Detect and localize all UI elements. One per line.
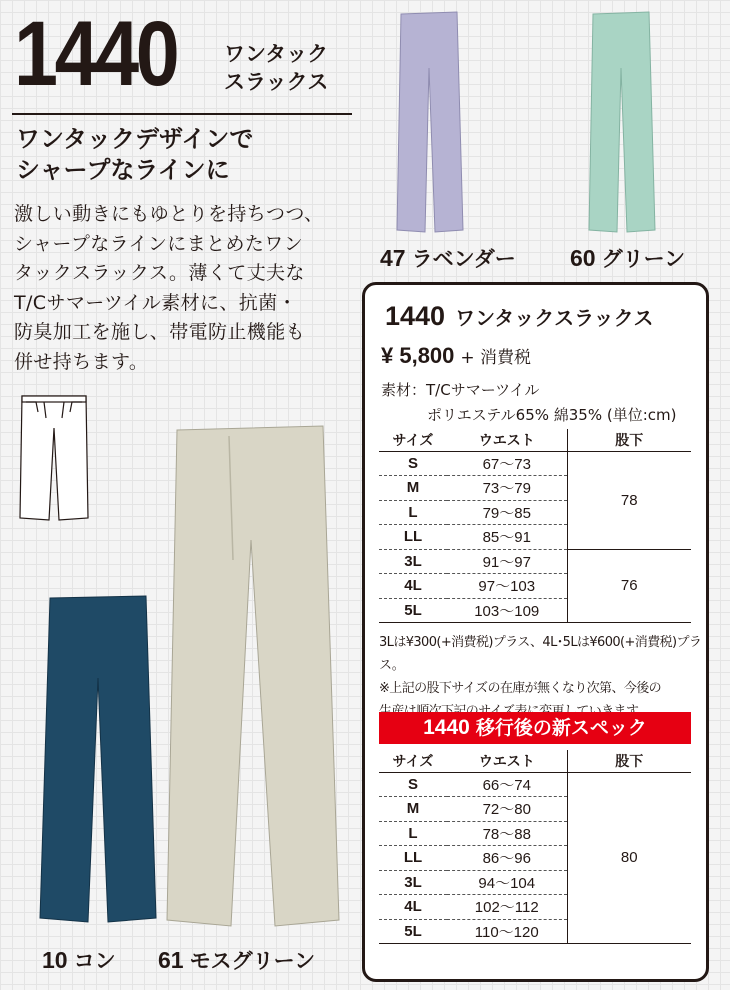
color-label-moss: 61 モスグリーン — [158, 947, 316, 973]
pants-lavender-image — [393, 8, 465, 234]
table-row: L 78〜88 — [379, 821, 691, 846]
size-table-current — [379, 429, 691, 623]
size-header: サイズ — [379, 750, 447, 772]
color-label-navy: 10 コン — [42, 947, 116, 973]
size-header: サイズ — [379, 429, 447, 451]
table-row: LL 86〜96 — [379, 846, 691, 871]
color-label-lavender: 47 ラベンダー — [380, 245, 516, 271]
table-row: S 66〜74 80 — [379, 772, 691, 797]
table-row: 3L 91〜97 76 — [379, 549, 691, 574]
table-row: 4L 102〜112 — [379, 895, 691, 920]
model-name: ワンタック スラックス — [224, 42, 329, 94]
catch-copy: ワンタックデザインで シャープなラインに — [16, 125, 254, 184]
color-label-green: 60 グリーン — [570, 245, 686, 271]
pants-navy-image — [38, 588, 158, 934]
pants-moss-image — [163, 420, 341, 938]
table-row: LL 85〜91 — [379, 525, 691, 550]
spec-title: 1440 ワンタックスラックス — [385, 301, 654, 331]
catch-divider — [12, 113, 352, 115]
material: 素材：T/Cサマーツイル ポリエステル65% 綿35% (単位:cm) — [381, 381, 677, 424]
inseam-header: 股下 — [567, 750, 691, 772]
waist-header: ウエスト — [447, 750, 567, 772]
waist-header: ウエスト — [447, 429, 567, 451]
table-row: 4L 97〜103 — [379, 574, 691, 599]
new-spec-banner: 1440 移行後の新スペック — [379, 712, 691, 744]
inseam-header: 股下 — [567, 429, 691, 451]
table-row: 5L 103〜109 — [379, 598, 691, 623]
description: 激しい動きにもゆとりを持ちつつ、 シャープなラインにまとめたワン タックスラックス。薄くて丈夫な T/Cサマーツイル素材に、抗菌・ 防臭加工を施し、帯電防止機能も 併せ持ちます。 — [14, 203, 324, 373]
table-row: M 73〜79 — [379, 476, 691, 501]
size-table-new — [379, 750, 691, 944]
price: ¥ 5,800 + 消費税 — [381, 343, 532, 368]
pants-green-image — [585, 8, 657, 234]
table-row: S 67〜73 78 — [379, 451, 691, 476]
model-number: 1440 — [14, 3, 177, 105]
table-row: 5L 110〜120 — [379, 919, 691, 944]
table-row: L 79〜85 — [379, 500, 691, 525]
table-row: 3L 94〜104 — [379, 870, 691, 895]
flat-drawing-icon — [14, 388, 94, 528]
size-notes: 3Lは¥300(+消費税)プラス、4L･5Lは¥600(+消費税)プラス。 ※上記の股下サイズの在庫が無くなり次第、今後の — [379, 635, 702, 696]
spec-box — [362, 282, 709, 982]
table-row: M 72〜80 — [379, 797, 691, 822]
